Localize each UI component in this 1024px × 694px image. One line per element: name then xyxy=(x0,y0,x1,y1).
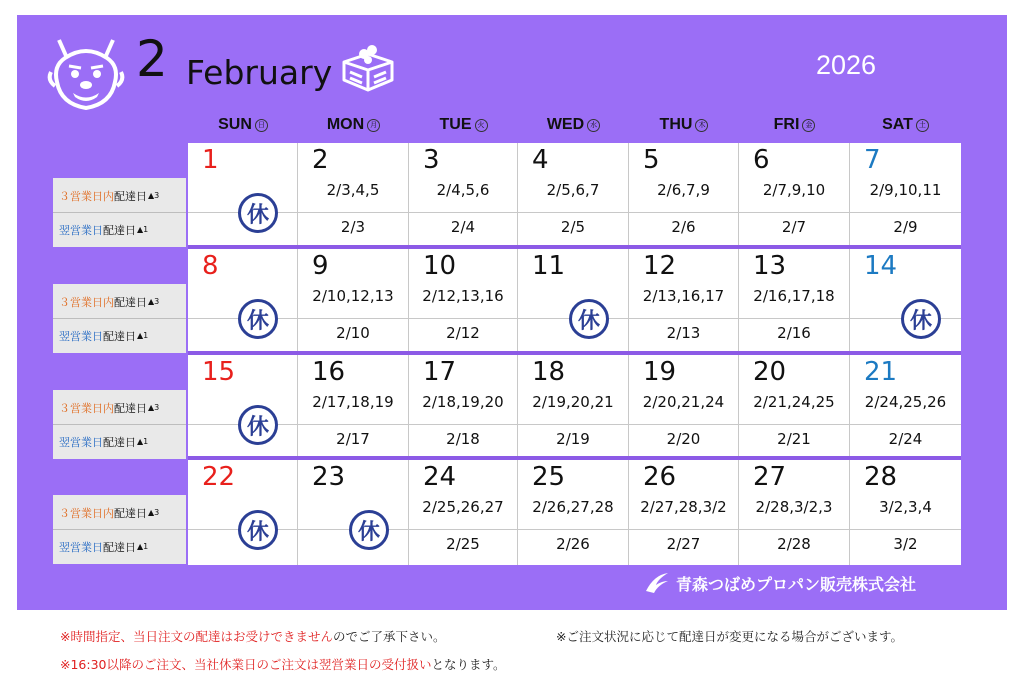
three-day-delivery-dates: 2/24,25,26 xyxy=(864,393,947,411)
three-day-delivery-dates: 2/18,19,20 xyxy=(422,393,504,411)
next-day-delivery-date: 2/4 xyxy=(450,218,476,236)
day-cell xyxy=(850,460,961,565)
cell-divider xyxy=(518,529,628,530)
three-day-label-suffix: 配達日 xyxy=(114,401,147,415)
day-number: 2 xyxy=(312,145,329,175)
three-day-delivery-dates: 2/16,17,18 xyxy=(753,287,835,305)
next-day-label-mark: ▲1 xyxy=(137,331,149,340)
note-text: となります。 xyxy=(431,657,506,672)
day-cell xyxy=(629,143,739,248)
week-row xyxy=(188,249,961,354)
day-number: 10 xyxy=(423,251,457,281)
three-day-label-main: 営業日内 xyxy=(70,506,114,520)
next-day-delivery-date: 2/24 xyxy=(888,430,923,448)
three-day-delivery-dates: 2/25,26,27 xyxy=(422,498,504,516)
cell-divider xyxy=(298,318,408,319)
holiday-badge: 休 xyxy=(238,193,278,233)
cell-divider xyxy=(850,529,961,530)
next-day-label-mark: ▲1 xyxy=(137,437,149,446)
weekday-kanji-badge: 日 xyxy=(255,119,268,132)
weekday-thu: THU 木 xyxy=(629,114,739,136)
row-label-box xyxy=(53,178,186,247)
weekday-kanji-badge: 月 xyxy=(367,119,380,132)
next-day-label-mark: ▲1 xyxy=(137,542,149,551)
day-number: 28 xyxy=(864,462,898,492)
weekday-sat: SAT 土 xyxy=(850,114,961,136)
next-day-delivery-date: 2/16 xyxy=(777,324,811,342)
week-row xyxy=(188,355,961,460)
weekday-sun: SUN 日 xyxy=(188,114,298,136)
day-cell xyxy=(518,460,629,565)
week-separator xyxy=(188,351,961,355)
next-day-label-suffix: 配達日 xyxy=(103,540,136,554)
three-day-delivery-dates: 2/17,18,19 xyxy=(312,393,394,411)
day-cell xyxy=(518,355,629,460)
cell-divider xyxy=(850,424,961,425)
next-day-label xyxy=(53,530,186,563)
weekday-mon: MON 月 xyxy=(298,114,409,136)
holiday-badge: 休 xyxy=(238,299,278,339)
day-cell xyxy=(298,143,409,248)
swallow-logo-icon xyxy=(644,571,670,595)
day-number: 15 xyxy=(202,357,236,387)
three-day-delivery-dates: 2/10,12,13 xyxy=(312,287,394,305)
month-name: February xyxy=(186,53,333,92)
cell-divider xyxy=(409,529,517,530)
day-cell xyxy=(629,249,739,354)
note-warning-text: ※時間指定、当日注文の配達はお受けできません xyxy=(60,629,333,644)
day-cell xyxy=(188,460,298,565)
day-number: 23 xyxy=(312,462,346,492)
day-number: 6 xyxy=(753,145,770,175)
next-day-delivery-date: 2/9 xyxy=(893,218,918,236)
three-day-label-mark: ▲3 xyxy=(148,297,160,306)
day-cell xyxy=(409,249,518,354)
cell-divider xyxy=(629,318,738,319)
day-cell xyxy=(188,249,298,354)
row-label-box xyxy=(53,284,186,353)
next-day-label xyxy=(53,213,186,246)
company-name xyxy=(644,566,916,600)
holiday-badge: 休 xyxy=(238,405,278,445)
cell-divider xyxy=(409,212,517,213)
day-cell xyxy=(188,143,298,248)
holiday-badge: 休 xyxy=(238,510,278,550)
next-day-delivery-date: 2/3 xyxy=(340,218,366,236)
three-day-label-suffix: 配達日 xyxy=(114,295,147,309)
three-day-label-prefix: ３ xyxy=(59,401,70,415)
next-day-label-suffix: 配達日 xyxy=(103,329,136,343)
company-name-text: 青森つばめプロパン販売株式会社 xyxy=(676,574,917,594)
day-number: 7 xyxy=(864,145,881,175)
next-day-delivery-date: 2/27 xyxy=(666,535,701,553)
day-number: 4 xyxy=(532,145,549,175)
cell-divider xyxy=(298,212,408,213)
weekday-kanji-badge: 水 xyxy=(587,119,600,132)
cell-divider xyxy=(629,529,738,530)
cell-divider xyxy=(629,212,738,213)
three-day-label-prefix: ３ xyxy=(59,295,70,309)
day-number: 3 xyxy=(423,145,440,175)
weekday-kanji-badge: 火 xyxy=(475,119,488,132)
three-day-label xyxy=(53,179,186,212)
day-number: 17 xyxy=(423,357,457,387)
day-number: 27 xyxy=(753,462,787,492)
day-cell xyxy=(739,249,850,354)
three-day-delivery-dates: 2/13,16,17 xyxy=(642,287,725,305)
three-day-delivery-dates: 2/20,21,24 xyxy=(642,393,725,411)
three-day-label xyxy=(53,285,186,318)
three-day-label xyxy=(53,391,186,424)
day-number: 19 xyxy=(643,357,677,387)
next-day-delivery-date: 2/20 xyxy=(666,430,701,448)
three-day-label-main: 営業日内 xyxy=(70,401,114,415)
day-cell xyxy=(298,460,409,565)
next-day-delivery-date: 2/5 xyxy=(560,218,586,236)
next-day-delivery-date: 2/25 xyxy=(446,535,480,553)
day-number: 25 xyxy=(532,462,566,492)
note-warning-text: ※16:30以降のご注文、当社休業日のご注文は翌営業日の受付扱い xyxy=(60,657,432,672)
day-cell xyxy=(409,460,518,565)
three-day-label-prefix: ３ xyxy=(59,189,70,203)
three-day-delivery-dates: 2/27,28,3/2 xyxy=(640,498,727,516)
three-day-label-mark: ▲3 xyxy=(148,508,160,517)
three-day-delivery-dates: 2/3,4,5 xyxy=(326,181,380,199)
day-number: 12 xyxy=(643,251,677,281)
three-day-delivery-dates: 2/7,9,10 xyxy=(762,181,826,199)
day-number: 13 xyxy=(753,251,787,281)
day-cell xyxy=(298,355,409,460)
three-day-label-suffix: 配達日 xyxy=(114,189,147,203)
year-label: 2026 xyxy=(816,50,877,80)
week-row xyxy=(188,143,961,248)
cell-divider xyxy=(518,212,628,213)
three-day-delivery-dates: 2/28,3/2,3 xyxy=(755,498,833,516)
cell-divider xyxy=(739,424,849,425)
next-day-label xyxy=(53,425,186,458)
day-number: 24 xyxy=(423,462,457,492)
month-number: 2 xyxy=(136,30,168,88)
next-day-label-suffix: 配達日 xyxy=(103,223,136,237)
day-number: 8 xyxy=(202,251,219,281)
day-cell xyxy=(850,355,961,460)
week-separator xyxy=(188,245,961,249)
three-day-delivery-dates: 2/9,10,11 xyxy=(869,181,942,199)
day-cell xyxy=(739,355,850,460)
cell-divider xyxy=(739,529,849,530)
bean-box-icon xyxy=(338,40,396,94)
weekday-tue: TUE 火 xyxy=(409,114,518,136)
note-line-1-right: ※ご注文状況に応じて配達日が変更になる場合がございます。 xyxy=(556,629,903,644)
cell-divider xyxy=(629,424,738,425)
next-day-delivery-date: 2/21 xyxy=(777,430,811,448)
next-day-label-main: 翌営業日 xyxy=(59,435,103,449)
day-cell xyxy=(850,249,961,354)
next-day-delivery-date: 2/12 xyxy=(446,324,480,342)
row-label-box xyxy=(53,390,186,459)
three-day-delivery-dates: 2/21,24,25 xyxy=(753,393,835,411)
day-cell xyxy=(850,143,961,248)
day-number: 22 xyxy=(202,462,236,492)
holiday-badge: 休 xyxy=(901,299,941,339)
next-day-delivery-date: 2/28 xyxy=(777,535,811,553)
day-cell xyxy=(629,460,739,565)
note-line-1 xyxy=(60,627,446,645)
next-day-delivery-date: 2/13 xyxy=(666,324,701,342)
weekday-kanji-badge: 金 xyxy=(802,119,815,132)
day-cell xyxy=(409,143,518,248)
day-cell xyxy=(739,460,850,565)
day-number: 9 xyxy=(312,251,329,281)
three-day-delivery-dates: 2/5,6,7 xyxy=(546,181,600,199)
three-day-label-mark: ▲3 xyxy=(148,403,160,412)
three-day-delivery-dates: 2/19,20,21 xyxy=(532,393,614,411)
next-day-delivery-date: 2/6 xyxy=(671,218,696,236)
weekday-wed: WED 水 xyxy=(518,114,629,136)
three-day-label xyxy=(53,496,186,529)
day-number: 14 xyxy=(864,251,898,281)
day-number: 21 xyxy=(864,357,898,387)
cell-divider xyxy=(409,424,517,425)
day-cell xyxy=(409,355,518,460)
oni-mask-icon xyxy=(45,30,127,112)
day-number: 20 xyxy=(753,357,787,387)
three-day-delivery-dates: 2/12,13,16 xyxy=(422,287,504,305)
next-day-delivery-date: 3/2 xyxy=(893,535,918,553)
three-day-label-mark: ▲3 xyxy=(148,191,160,200)
three-day-delivery-dates: 2/4,5,6 xyxy=(436,181,490,199)
day-cell xyxy=(298,249,409,354)
three-day-delivery-dates: 2/26,27,28 xyxy=(532,498,614,516)
three-day-delivery-dates: 2/6,7,9 xyxy=(657,181,710,199)
three-day-label-main: 営業日内 xyxy=(70,295,114,309)
cell-divider xyxy=(739,212,849,213)
next-day-delivery-date: 2/19 xyxy=(556,430,590,448)
day-cell xyxy=(739,143,850,248)
day-number: 5 xyxy=(643,145,660,175)
next-day-delivery-date: 2/26 xyxy=(556,535,590,553)
next-day-label xyxy=(53,319,186,352)
day-number: 18 xyxy=(532,357,566,387)
cell-divider xyxy=(739,318,849,319)
next-day-delivery-date: 2/10 xyxy=(336,324,370,342)
day-number: 11 xyxy=(532,251,566,281)
three-day-label-suffix: 配達日 xyxy=(114,506,147,520)
day-cell xyxy=(188,355,298,460)
next-day-delivery-date: 2/7 xyxy=(781,218,807,236)
next-day-delivery-date: 2/18 xyxy=(446,430,480,448)
day-number: 26 xyxy=(643,462,677,492)
cell-divider xyxy=(518,424,628,425)
holiday-badge: 休 xyxy=(349,510,389,550)
row-label-box xyxy=(53,495,186,564)
three-day-delivery-dates: 3/2,3,4 xyxy=(879,498,932,516)
cell-divider xyxy=(850,212,961,213)
three-day-label-main: 営業日内 xyxy=(70,189,114,203)
day-cell xyxy=(518,249,629,354)
week-row xyxy=(188,460,961,565)
next-day-label-suffix: 配達日 xyxy=(103,435,136,449)
day-number: 1 xyxy=(202,145,219,175)
next-day-label-mark: ▲1 xyxy=(137,225,149,234)
note-line-2 xyxy=(60,655,506,673)
day-cell xyxy=(629,355,739,460)
weekday-fri: FRI 金 xyxy=(739,114,850,136)
next-day-label-main: 翌営業日 xyxy=(59,540,103,554)
week-separator xyxy=(188,456,961,460)
cell-divider xyxy=(298,424,408,425)
day-cell xyxy=(518,143,629,248)
next-day-label-main: 翌営業日 xyxy=(59,223,103,237)
next-day-delivery-date: 2/17 xyxy=(336,430,370,448)
weekday-kanji-badge: 木 xyxy=(695,119,708,132)
weekday-kanji-badge: 土 xyxy=(916,119,929,132)
day-number: 16 xyxy=(312,357,346,387)
note-text: のでご了承下さい。 xyxy=(332,629,446,644)
next-day-label-main: 翌営業日 xyxy=(59,329,103,343)
three-day-label-prefix: ３ xyxy=(59,506,70,520)
cell-divider xyxy=(409,318,517,319)
holiday-badge: 休 xyxy=(569,299,609,339)
